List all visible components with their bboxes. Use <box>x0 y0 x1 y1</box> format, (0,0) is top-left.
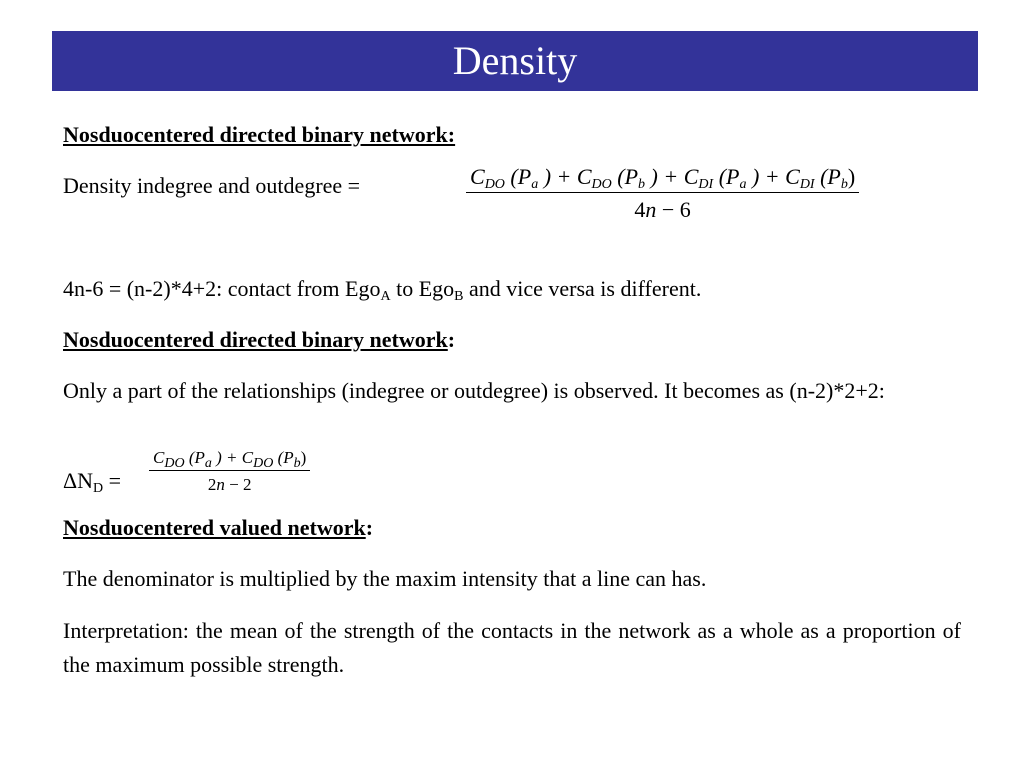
formula-density <box>466 164 859 223</box>
formula2-numerator: $C_{DO}$ ($P_a$ ) + $C_{DO}$ $(P_b)$ <box>149 448 310 471</box>
denominator-paragraph: The denominator is multiplied by the maxim intensity that a line can has. <box>63 566 707 591</box>
interpretation-paragraph: Interpretation: the mean of the strength of the contacts in the network as a whole as a proportion of the maximum possible strength. <box>63 618 961 677</box>
heading-text: Nosduocentered directed binary network: <box>63 122 456 147</box>
heading-directed-binary <box>63 118 961 152</box>
slide-title: Density <box>452 38 578 83</box>
explanation-line: 4n-6 = (n-2)*4+2: contact from Ego$_A$ to Ego$_B$ and vice versa is different. <box>63 276 702 304</box>
density-label: Density indegree and outdegree = <box>63 173 361 198</box>
partial-observation-paragraph: Only a part of the relationships (indegree or outdegree) is observed. It becomes as (n-2)*2+2: <box>63 378 885 403</box>
formula-denominator: 4n − 6 <box>634 197 691 222</box>
delta-label-line: $\Delta N_D$ = <box>63 468 122 496</box>
heading-directed-binary-2: Nosduocentered directed binary network: <box>63 327 456 352</box>
formula-partial <box>149 448 310 495</box>
heading-valued: Nosduocentered valued network: <box>63 515 374 540</box>
formula-numerator: $C_{DO}$ ($P_a$ ) + $C_{DO}$ ($P_b$ ) + $C_{DI}$ ($P_a$ ) + $C_{DI}$ $(P_b)$ <box>466 164 859 193</box>
formula2-denominator: 2n − 2 <box>207 475 252 494</box>
title-bar <box>52 31 978 91</box>
